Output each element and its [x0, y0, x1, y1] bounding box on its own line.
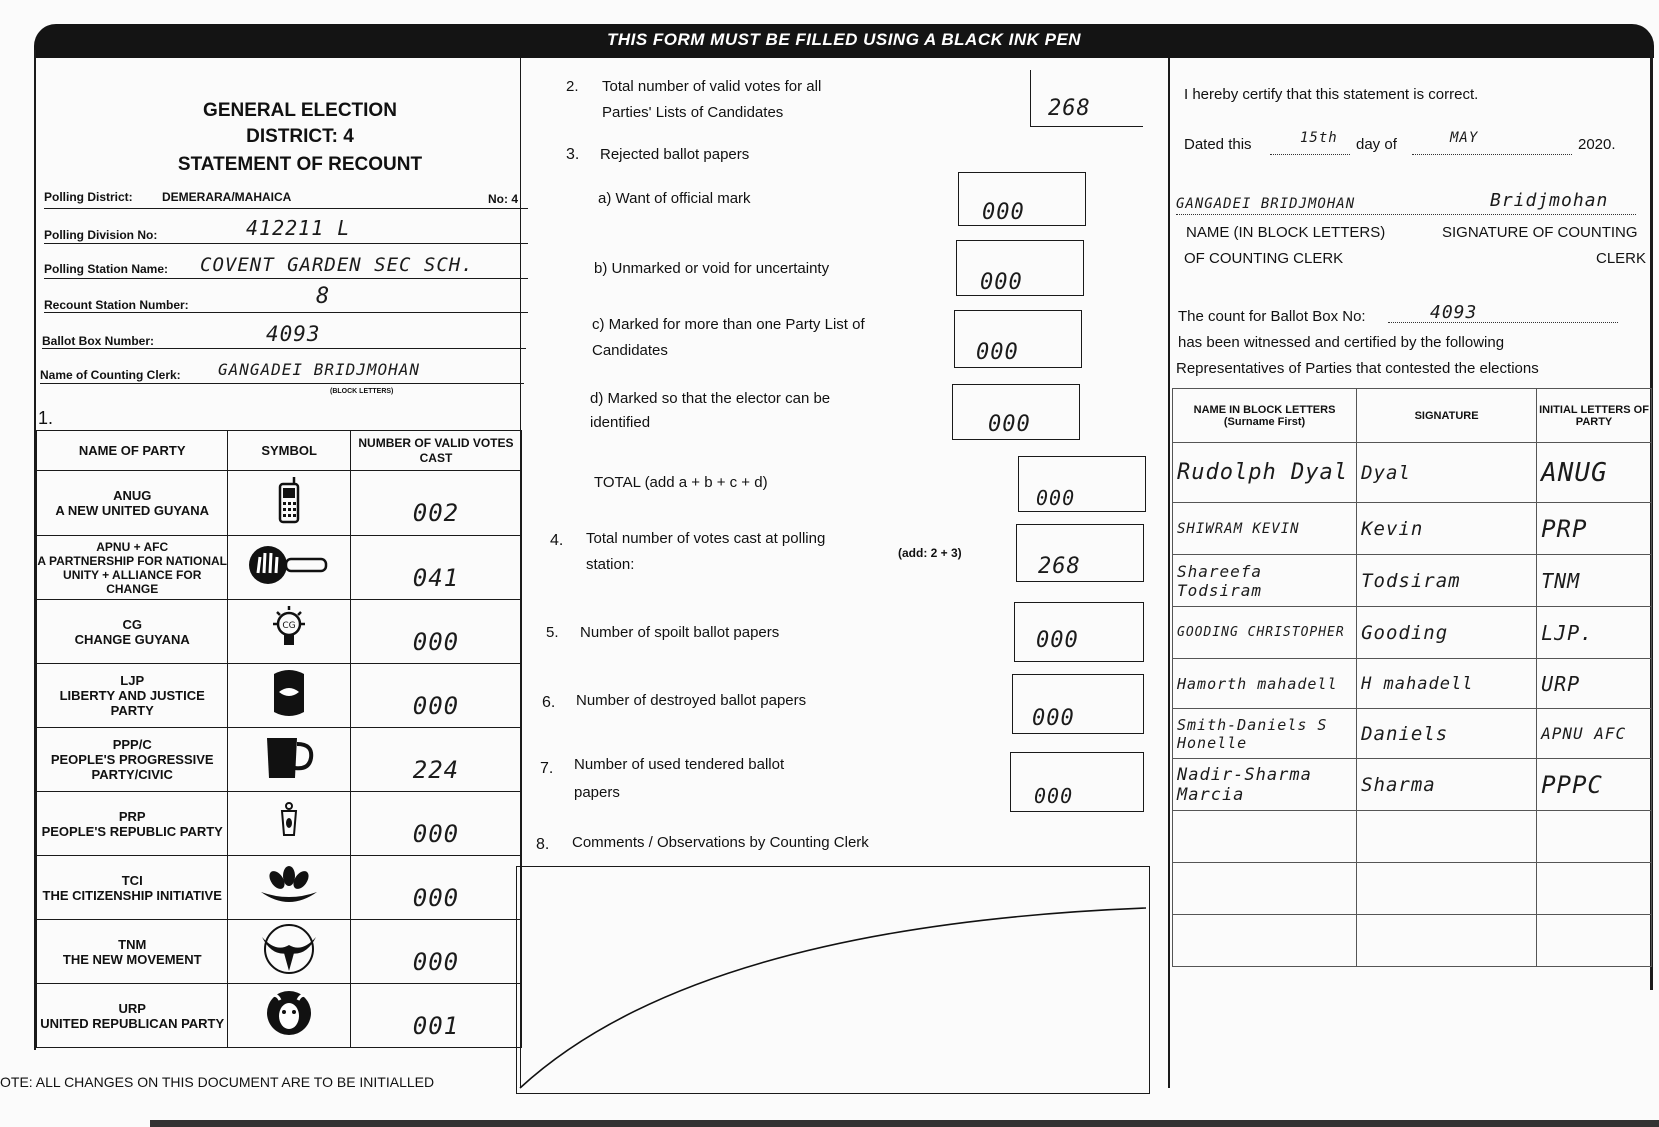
- rep-name: Hamorth mahadell: [1173, 659, 1357, 709]
- phone-icon: [274, 476, 304, 526]
- rep-signature: Kevin: [1357, 503, 1537, 555]
- dated-mid: day of: [1356, 136, 1397, 153]
- table-row: [1173, 915, 1652, 967]
- rejected-d-line1: d) Marked so that the elector can be: [590, 390, 831, 407]
- dated-day: 15th: [1300, 130, 1338, 146]
- s5-box[interactable]: [1014, 602, 1144, 662]
- table-row: [1173, 555, 1652, 607]
- s7-line1: Number of used tendered ballot: [574, 756, 785, 773]
- party-name: CHANGE GUYANA: [74, 631, 190, 647]
- rep-name: GOODING CHRISTOPHER: [1173, 607, 1357, 659]
- rep-header-signature: SIGNATURE: [1357, 389, 1537, 443]
- s8-label: Comments / Observations by Counting Clerk: [572, 834, 869, 851]
- rep-signature: Daniels: [1357, 709, 1537, 759]
- s5-number: 5.: [546, 624, 559, 641]
- rejected-c-line2: Candidates: [592, 342, 668, 359]
- rep-name: SHIWRAM KEVIN: [1173, 503, 1357, 555]
- party-votes: 000: [350, 792, 521, 856]
- s5-value: 000: [1036, 628, 1079, 653]
- section-1-number: 1.: [38, 408, 54, 428]
- party-name: A NEW UNITED GUYANA: [55, 503, 210, 518]
- name-block-label-2: OF COUNTING CLERK: [1184, 250, 1344, 267]
- rep-name: Nadir-Sharma Marcia: [1173, 759, 1357, 811]
- flower-icon: [257, 862, 321, 908]
- rejected-c-value: 000: [976, 340, 1019, 365]
- party-table: [36, 430, 522, 1048]
- block-letters-note: (BLOCK LETTERS): [330, 388, 394, 395]
- party-votes: 000: [350, 600, 521, 664]
- handshake-icon: [269, 666, 309, 720]
- s5-label: Number of spoilt ballot papers: [580, 624, 780, 641]
- table-row: [1173, 759, 1652, 811]
- rep-name: Smith-Daniels S Honelle: [1173, 709, 1357, 759]
- rejected-a-label: a) Want of official mark: [598, 190, 751, 207]
- party-row: [37, 792, 522, 856]
- clerk-signature: Bridjmohan: [1490, 190, 1609, 211]
- s7-box[interactable]: [1010, 752, 1144, 812]
- signature-label-1: SIGNATURE OF COUNTING: [1442, 224, 1638, 241]
- rep-party: LJP.: [1537, 607, 1652, 659]
- comments-strike-line: [516, 866, 1150, 1094]
- party-abbr: PPP/C: [112, 737, 152, 752]
- s7-number: 7.: [540, 760, 554, 777]
- dated-month: MAY: [1450, 130, 1479, 146]
- party-abbr: APNU + AFC: [96, 539, 169, 554]
- party-name: A PARTNERSHIP FOR NATIONAL UNITY + ALLIANCE FOR CHANGE: [37, 553, 227, 596]
- station-name-value: COVENT GARDEN SEC SCH.: [200, 254, 474, 276]
- rep-party: ANUG: [1537, 443, 1652, 503]
- bulb-icon: [269, 604, 309, 654]
- party-votes: 000: [350, 664, 521, 728]
- counting-clerk-value: GANGADEI BRIDJMOHAN: [218, 360, 421, 379]
- party-header-symbol: SYMBOL: [228, 431, 350, 471]
- rep-signature: Todsiram: [1357, 555, 1537, 607]
- rep-party: URP: [1537, 659, 1652, 709]
- dated-year: 2020.: [1578, 136, 1616, 153]
- recount-station-value: 8: [316, 284, 331, 309]
- s4-line1: Total number of votes cast at polling: [586, 530, 826, 547]
- lantern-icon: [277, 801, 301, 841]
- s3-number: 3.: [566, 146, 580, 163]
- party-votes: 000: [350, 920, 521, 984]
- witness-line-2: Representatives of Parties that contested the elections: [1176, 360, 1539, 377]
- s2-line1: Total number of valid votes for all: [602, 78, 822, 95]
- rep-signature: H mahadell: [1357, 659, 1537, 709]
- title-statement: STATEMENT OF RECOUNT: [177, 154, 423, 175]
- rep-header-party: INITIAL LETTERS OF PARTY: [1537, 389, 1652, 443]
- party-abbr: CG: [122, 616, 142, 632]
- title-district: DISTRICT: 4: [246, 126, 354, 147]
- rejected-d-line2: identified: [590, 414, 651, 431]
- party-name: THE CITIZENSHIP INITIATIVE: [42, 887, 222, 903]
- party-name: LIBERTY AND JUSTICE PARTY: [59, 688, 205, 718]
- table-row: [1173, 503, 1652, 555]
- total-label: TOTAL (add a + b + c + d): [594, 474, 768, 491]
- party-name: THE NEW MOVEMENT: [62, 951, 202, 967]
- party-row: [37, 536, 522, 600]
- rep-party: TNM: [1537, 555, 1652, 607]
- s6-label: Number of destroyed ballot papers: [576, 692, 807, 709]
- party-header-name: NAME OF PARTY: [37, 431, 228, 471]
- party-row: [37, 984, 522, 1048]
- dated-prefix: Dated this: [1184, 136, 1252, 153]
- rep-header-name: NAME IN BLOCK LETTERS (Surname First): [1173, 389, 1357, 443]
- party-votes: 002: [350, 471, 521, 536]
- party-abbr: TCI: [121, 872, 143, 888]
- title-general-election: GENERAL ELECTION: [203, 100, 397, 121]
- table-row: [1173, 709, 1652, 759]
- s4-add-note: (add: 2 + 3): [898, 546, 962, 560]
- rep-signature: Dyal: [1357, 443, 1537, 503]
- party-row: [37, 600, 522, 664]
- party-abbr: TNM: [118, 936, 147, 952]
- count-box-value: 4093: [1430, 302, 1478, 323]
- name-block-label-1: NAME (IN BLOCK LETTERS): [1186, 224, 1386, 241]
- rejected-d-value: 000: [988, 412, 1031, 437]
- s4-value: 268: [1038, 554, 1081, 579]
- s7-line2: papers: [574, 784, 620, 801]
- changes-note: OTE: ALL CHANGES ON THIS DOCUMENT ARE TO BE INITIALLED: [0, 1074, 435, 1090]
- representatives-table: [1172, 388, 1652, 967]
- party-row: [37, 664, 522, 728]
- party-name: PEOPLE'S REPUBLIC PARTY: [41, 823, 223, 839]
- s6-value: 000: [1032, 706, 1075, 731]
- clerk-name-handwritten: GANGADEI BRIDJMOHAN: [1176, 196, 1356, 212]
- counting-clerk-label: Name of Counting Clerk:: [40, 368, 181, 382]
- polling-district-label: Polling District:: [44, 190, 133, 204]
- rep-name: Shareefa Todsiram: [1173, 555, 1357, 607]
- banner: [34, 24, 1654, 58]
- rep-party: APNU AFC: [1537, 709, 1652, 759]
- party-row: [37, 471, 522, 536]
- cup-icon: [261, 732, 317, 782]
- rejected-c-line1: c) Marked for more than one Party List of: [592, 316, 865, 333]
- table-row: [1173, 811, 1652, 863]
- count-box-prefix: The count for Ballot Box No:: [1178, 308, 1366, 325]
- party-abbr: URP: [118, 1000, 146, 1016]
- party-abbr: LJP: [120, 673, 145, 688]
- rep-signature: Sharma: [1357, 759, 1537, 811]
- party-votes: 001: [350, 984, 521, 1048]
- polling-division-value: 412211 L: [246, 216, 351, 240]
- party-abbr: PRP: [118, 808, 146, 824]
- table-row: [1173, 443, 1652, 503]
- rep-party: PPPC: [1537, 759, 1652, 811]
- s6-number: 6.: [542, 694, 556, 711]
- s2-value: 268: [1048, 96, 1091, 121]
- rep-signature: Gooding: [1357, 607, 1537, 659]
- party-name: PEOPLE'S PROGRESSIVE PARTY/CIVIC: [50, 752, 214, 782]
- s7-value: 000: [1034, 784, 1074, 808]
- party-votes: 224: [350, 728, 521, 792]
- witness-line-1: has been witnessed and certified by the following: [1178, 334, 1505, 351]
- s2-number: 2.: [566, 78, 579, 95]
- polling-division-label: Polling Division No:: [44, 228, 158, 242]
- party-row: [37, 728, 522, 792]
- district-no: No: 4: [488, 192, 518, 206]
- party-votes: 000: [350, 856, 521, 920]
- rep-name: Rudolph Dyal: [1173, 443, 1357, 503]
- s4-number: 4.: [550, 532, 564, 549]
- party-abbr: ANUG: [113, 488, 152, 503]
- station-name-label: Polling Station Name:: [44, 262, 169, 276]
- s2-line2: Parties' Lists of Candidates: [602, 104, 784, 121]
- party-header-votes: NUMBER OF VALID VOTES CAST: [350, 431, 521, 471]
- party-name: UNITED REPUBLICAN PARTY: [40, 1015, 225, 1031]
- party-row: [37, 920, 522, 984]
- s8-number: 8.: [536, 836, 550, 853]
- table-row: [1173, 607, 1652, 659]
- ballot-box-label: Ballot Box Number:: [42, 334, 155, 348]
- table-row: [1173, 659, 1652, 709]
- banner-text: THIS FORM MUST BE FILLED USING A BLACK INK PEN: [597, 30, 1091, 49]
- rejected-a-value: 000: [982, 200, 1025, 225]
- s4-line2: station:: [586, 556, 635, 573]
- total-value: 000: [1036, 486, 1076, 510]
- cow-icon: [264, 988, 314, 1038]
- svg-text:CG: CG: [282, 621, 296, 631]
- rejected-b-value: 000: [980, 270, 1023, 295]
- hand-icon: [244, 543, 334, 587]
- polling-district-value: DEMERARA/MAHAICA: [162, 190, 292, 204]
- party-row: [37, 856, 522, 920]
- eagle-icon: [256, 923, 322, 975]
- table-row: [1173, 863, 1652, 915]
- recount-station-label: Recount Station Number:: [44, 298, 189, 312]
- rep-party: PRP: [1537, 503, 1652, 555]
- s3-title: Rejected ballot papers: [600, 146, 750, 163]
- certify-text: I hereby certify that this statement is correct.: [1184, 86, 1479, 103]
- rejected-b-label: b) Unmarked or void for uncertainty: [594, 260, 830, 277]
- signature-label-2: CLERK: [1596, 250, 1647, 267]
- ballot-box-value: 4093: [266, 322, 321, 346]
- party-votes: 041: [350, 536, 521, 600]
